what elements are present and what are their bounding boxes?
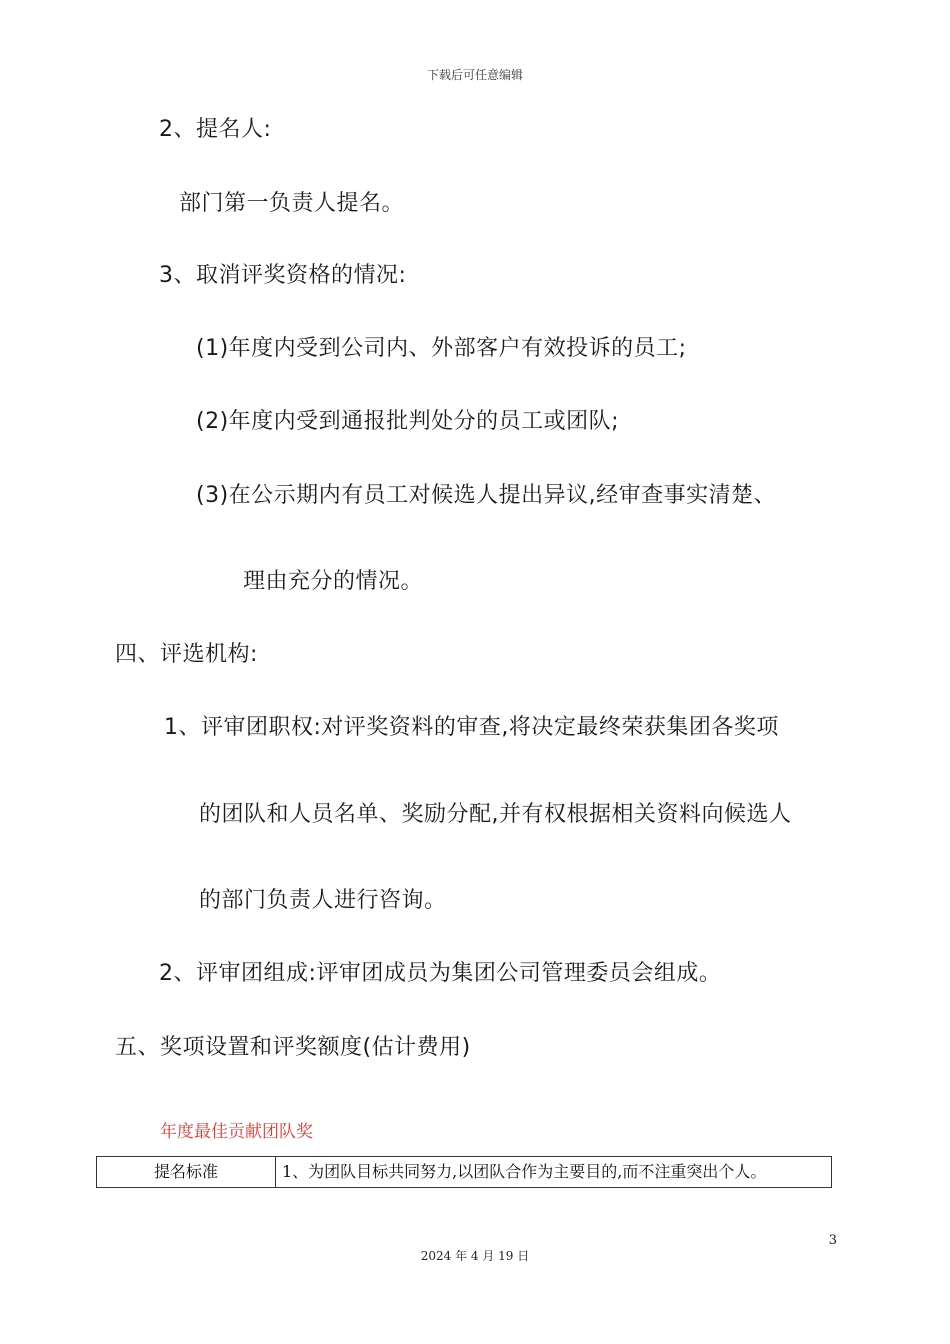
criteria-value: 1、为团队目标共同努力,以团队合作为主要目的,而不注重突出个人。: [276, 1157, 832, 1188]
jury-authority: 1、评审团职权:对评奖资料的审查,将决定最终荣获集团各奖项: [164, 715, 779, 740]
page-footer-date: 2024 年 4 月 19 日: [420, 1249, 530, 1263]
page-header: 下载后可任意编辑: [426, 68, 523, 82]
item-disqualification: 3、取消评奖资格的情况:: [159, 263, 407, 288]
jury-authority-cont-1: 的团队和人员名单、奖励分配,并有权根据相关资料向候选人: [199, 802, 792, 827]
jury-authority-cont-2: 的部门负责人进行咨询。: [199, 888, 447, 913]
jury-composition: 2、评审团组成:评审团成员为集团公司管理委员会组成。: [159, 961, 722, 986]
item-nominator: 2、提名人:: [159, 117, 272, 142]
disqualification-2: (2)年度内受到通报批判处分的员工或团队;: [196, 409, 620, 434]
disqualification-1: (1)年度内受到公司内、外部客户有效投诉的员工;: [196, 336, 687, 361]
nominator-text: 部门第一负责人提名。: [179, 191, 405, 216]
page-number: 3: [828, 1233, 837, 1248]
section-heading-4: 四、评选机构:: [115, 642, 258, 667]
section-heading-5: 五、奖项设置和评奖额度(估计费用): [115, 1035, 471, 1060]
award-title: 年度最佳贡献团队奖: [160, 1122, 313, 1142]
disqualification-3: (3)在公示期内有员工对候选人提出异议,经审查事实清楚、: [196, 483, 777, 508]
award-criteria-table: [96, 1156, 832, 1188]
table-row: [97, 1157, 832, 1188]
disqualification-3-cont: 理由充分的情况。: [243, 569, 424, 594]
criteria-label: 提名标准: [97, 1157, 276, 1188]
